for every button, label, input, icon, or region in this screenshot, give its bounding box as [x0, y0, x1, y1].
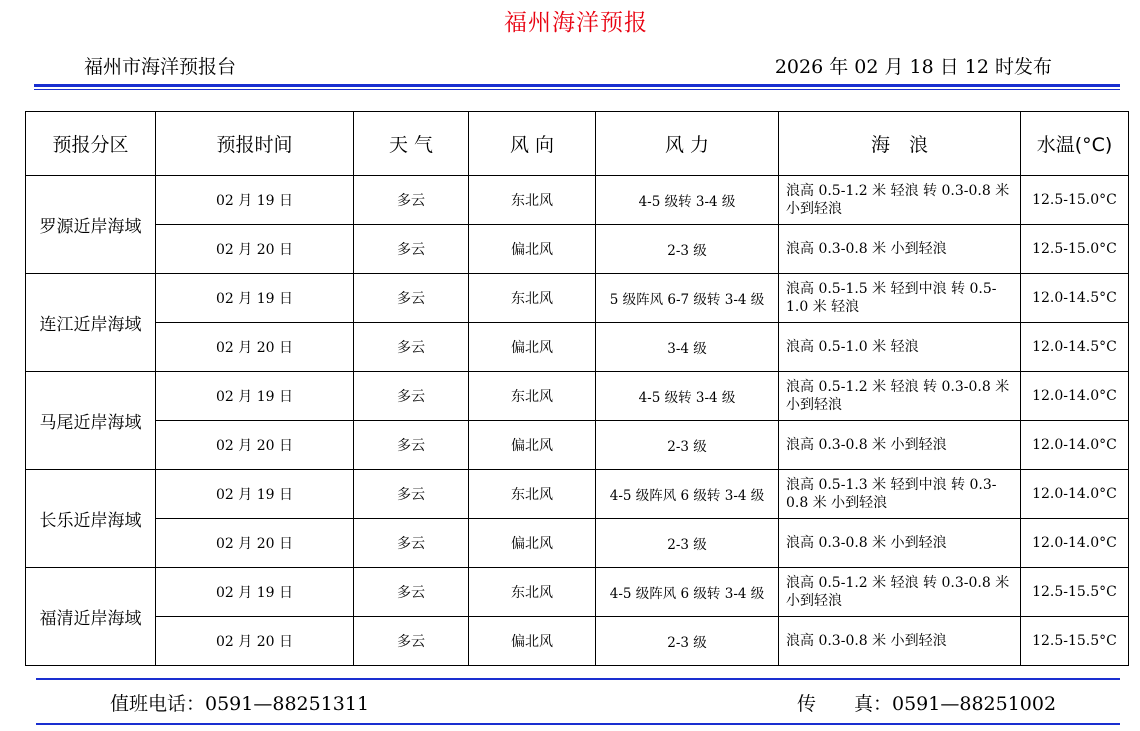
wind-direction: 偏北风 [469, 617, 596, 666]
col-header-zone: 预报分区 [26, 112, 156, 176]
wind-direction: 偏北风 [469, 225, 596, 274]
table-row [26, 568, 1129, 617]
wind-direction: 东北风 [469, 568, 596, 617]
wind-direction: 东北风 [469, 372, 596, 421]
forecast-date: 02 月 20 日 [156, 519, 354, 568]
footer-bottom-divider [36, 723, 1120, 725]
forecast-date: 02 月 19 日 [156, 568, 354, 617]
table-row [26, 323, 1129, 372]
issuing-organization: 福州市海洋预报台 [84, 56, 237, 78]
water-temp: 12.5-15.5°C [1021, 617, 1129, 666]
wind-direction: 偏北风 [469, 519, 596, 568]
footer-divider [36, 678, 1120, 680]
col-header-time: 预报时间 [156, 112, 354, 176]
table-row [26, 519, 1129, 568]
wave: 浪高 0.5-1.2 米 轻浪 转 0.3-0.8 米 小到轻浪 [779, 372, 1021, 421]
wave: 浪高 0.3-0.8 米 小到轻浪 [779, 617, 1021, 666]
col-header-wind-force: 风 力 [596, 112, 779, 176]
weather: 多云 [354, 372, 469, 421]
weather: 多云 [354, 470, 469, 519]
wave: 浪高 0.5-1.2 米 轻浪 转 0.3-0.8 米 小到轻浪 [779, 568, 1021, 617]
forecast-date: 02 月 19 日 [156, 274, 354, 323]
weather: 多云 [354, 617, 469, 666]
water-temp: 12.5-15.0°C [1021, 176, 1129, 225]
zone-name: 福清近岸海域 [26, 568, 156, 666]
zone-name: 马尾近岸海域 [26, 372, 156, 470]
weather: 多云 [354, 323, 469, 372]
header-divider [34, 84, 1120, 90]
water-temp: 12.0-14.0°C [1021, 519, 1129, 568]
weather: 多云 [354, 519, 469, 568]
col-header-weather: 天 气 [354, 112, 469, 176]
wind-force: 4-5 级转 3-4 级 [596, 372, 779, 421]
wind-force: 2-3 级 [596, 519, 779, 568]
weather: 多云 [354, 421, 469, 470]
wind-force: 4-5 级阵风 6 级转 3-4 级 [596, 568, 779, 617]
wave: 浪高 0.3-0.8 米 小到轻浪 [779, 421, 1021, 470]
wind-direction: 东北风 [469, 274, 596, 323]
table-row [26, 176, 1129, 225]
zone-name: 罗源近岸海域 [26, 176, 156, 274]
col-header-wave: 海 浪 [779, 112, 1021, 176]
wind-direction: 东北风 [469, 470, 596, 519]
forecast-date: 02 月 20 日 [156, 225, 354, 274]
wave: 浪高 0.3-0.8 米 小到轻浪 [779, 519, 1021, 568]
forecast-date: 02 月 20 日 [156, 421, 354, 470]
wind-direction: 偏北风 [469, 323, 596, 372]
wind-force: 4-5 级转 3-4 级 [596, 176, 779, 225]
duty-phone: 值班电话：0591—88251311 [110, 693, 370, 715]
forecast-date: 02 月 19 日 [156, 470, 354, 519]
zone-name: 连江近岸海域 [26, 274, 156, 372]
water-temp: 12.0-14.0°C [1021, 470, 1129, 519]
weather: 多云 [354, 225, 469, 274]
forecast-date: 02 月 19 日 [156, 176, 354, 225]
wave: 浪高 0.3-0.8 米 小到轻浪 [779, 225, 1021, 274]
table-row [26, 470, 1129, 519]
issue-time: 2026 年 02 月 18 日 12 时发布 [774, 56, 1052, 78]
table-header-row [26, 112, 1129, 176]
table-row [26, 372, 1129, 421]
table-row [26, 225, 1129, 274]
water-temp: 12.0-14.5°C [1021, 274, 1129, 323]
wind-direction: 东北风 [469, 176, 596, 225]
wave: 浪高 0.5-1.5 米 轻到中浪 转 0.5-1.0 米 轻浪 [779, 274, 1021, 323]
fax-number: 传 真：0591—88251002 [797, 693, 1057, 715]
wind-force: 3-4 级 [596, 323, 779, 372]
wave: 浪高 0.5-1.0 米 轻浪 [779, 323, 1021, 372]
col-header-water-temp: 水温(°C) [1021, 112, 1129, 176]
weather: 多云 [354, 568, 469, 617]
water-temp: 12.0-14.0°C [1021, 421, 1129, 470]
table-row [26, 274, 1129, 323]
weather: 多云 [354, 274, 469, 323]
forecast-date: 02 月 20 日 [156, 323, 354, 372]
forecast-table [25, 111, 1129, 666]
water-temp: 12.0-14.0°C [1021, 372, 1129, 421]
wind-force: 4-5 级阵风 6 级转 3-4 级 [596, 470, 779, 519]
wind-force: 2-3 级 [596, 421, 779, 470]
wind-force: 5 级阵风 6-7 级转 3-4 级 [596, 274, 779, 323]
wind-force: 2-3 级 [596, 617, 779, 666]
wind-force: 2-3 级 [596, 225, 779, 274]
water-temp: 12.0-14.5°C [1021, 323, 1129, 372]
weather: 多云 [354, 176, 469, 225]
water-temp: 12.5-15.5°C [1021, 568, 1129, 617]
wave: 浪高 0.5-1.2 米 轻浪 转 0.3-0.8 米 小到轻浪 [779, 176, 1021, 225]
document-title: 福州海洋预报 [504, 10, 648, 36]
wind-direction: 偏北风 [469, 421, 596, 470]
water-temp: 12.5-15.0°C [1021, 225, 1129, 274]
wave: 浪高 0.5-1.3 米 轻到中浪 转 0.3-0.8 米 小到轻浪 [779, 470, 1021, 519]
forecast-date: 02 月 20 日 [156, 617, 354, 666]
forecast-date: 02 月 19 日 [156, 372, 354, 421]
table-row [26, 617, 1129, 666]
col-header-wind-direction: 风 向 [469, 112, 596, 176]
zone-name: 长乐近岸海域 [26, 470, 156, 568]
table-row [26, 421, 1129, 470]
